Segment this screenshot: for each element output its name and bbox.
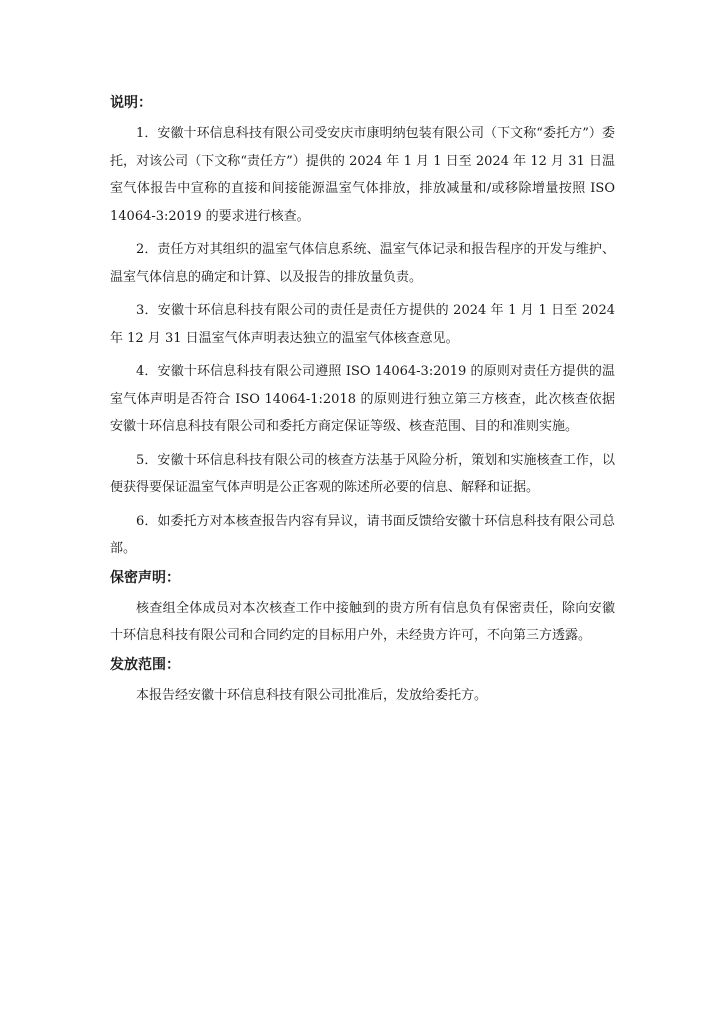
item-number: 2． [136, 242, 158, 257]
confidentiality-text: 核查组全体成员对本次核查工作中接触到的贵方所有信息负有保密责任，除向安徽十环信息科技有限公司和合同约定的目标用户外，未经贵方许可，不向第三方透露。 [110, 600, 615, 643]
list-item [110, 508, 615, 563]
list-item [110, 120, 615, 230]
item-text: 安徽十环信息科技有限公司受安庆市康明纳包装有限公司（下文称“委托方”）委托，对该公司（下文称“责任方”）提供的 2024 年 1 月 1 日至 2024 年 12 月 31 日温室气体报告中宣称的直接和间接能源温室气体排放，排放减量和/或移除增量按照 ISO 14064-3:2019 的要求进行核查。 [110, 126, 615, 224]
item-number: 1． [136, 126, 158, 141]
item-number: 3． [136, 303, 158, 318]
item-text: 安徽十环信息科技有限公司的责任是责任方提供的 2024 年 1 月 1 日至 2024 年 12 月 31 日温室气体声明表达独立的温室气体核查意见。 [110, 303, 615, 346]
notes-heading: 说明： [110, 95, 152, 111]
list-item [110, 447, 615, 502]
item-number: 4． [136, 364, 158, 379]
list-item [110, 236, 615, 291]
item-text: 安徽十环信息科技有限公司的核查方法基于风险分析，策划和实施核查工作，以便获得要保证温室气体声明是公正客观的陈述所必要的信息、解释和证据。 [110, 452, 615, 495]
list-item [110, 297, 615, 352]
notes-list [110, 120, 615, 563]
item-text: 如委托方对本核查报告内容有异议，请书面反馈给安徽十环信息科技有限公司总部。 [110, 513, 615, 556]
list-item [110, 358, 615, 441]
item-text: 责任方对其组织的温室气体信息系统、温室气体记录和报告程序的开发与维护、温室气体信息的确定和计算、以及报告的排放量负责。 [110, 242, 615, 285]
item-number: 6． [136, 513, 158, 529]
item-text: 安徽十环信息科技有限公司遵照 ISO 14064-3:2019 的原则对责任方提供的温室气体声明是否符合 ISO 14064-1:2018 的原则进行独立第三方核查，此次核查依据安徽十环信息科技有限公司和委托方商定保证等级、核查范围、目的和准则实施。 [110, 364, 615, 434]
document-page [110, 88, 615, 715]
distribution-heading: 发放范围： [110, 656, 180, 673]
distribution-text: 本报告经安徽十环信息科技有限公司批准后，发放给委托方。 [136, 687, 488, 703]
item-number: 5． [136, 452, 158, 468]
confidentiality-heading: 保密声明： [110, 569, 180, 586]
